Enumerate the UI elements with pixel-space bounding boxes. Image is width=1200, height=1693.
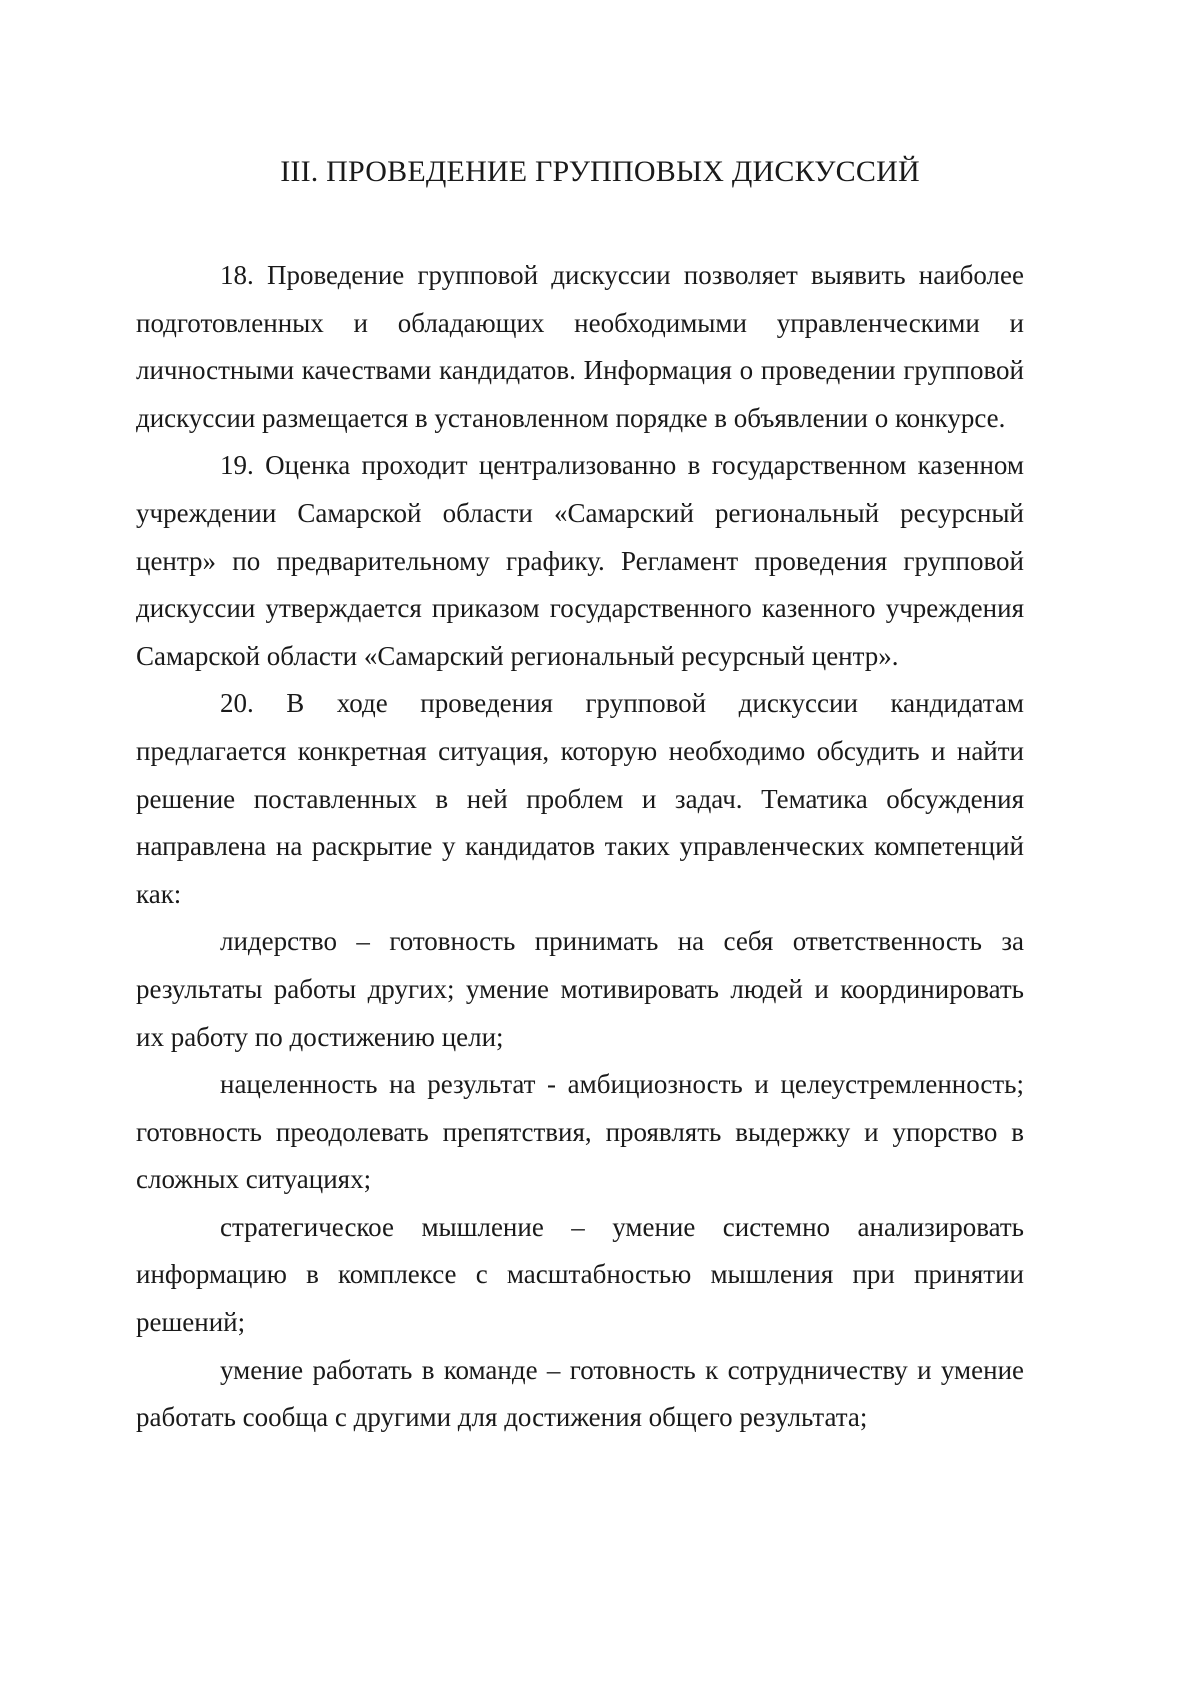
paragraph-18: 18. Проведение групповой дискуссии позволяет выявить наиболее подготовленных и обладающих необходимыми управленческими и личностными качествами кандидатов. Информация о проведении групповой дискуссии размещается в установленном порядке в объявлении о конкурсе. — [136, 260, 1024, 433]
competency-leadership: лидерство – готовность принимать на себя ответственность за результаты работы других; умение мотивировать людей и координировать их работу по достижению цели; — [136, 926, 1024, 1052]
competency-teamwork: умение работать в команде – готовность к сотрудничеству и умение работать сообща с другими для достижения общего результата; — [136, 1354, 1024, 1433]
section-body — [136, 252, 1024, 1442]
competency-strategic-thinking: стратегическое мышление – умение системно анализировать информацию в комплексе с масштабностью мышления при принятии решений; — [136, 1211, 1024, 1338]
paragraph-19: 19. Оценка проходит централизованно в государственном казенном учреждении Самарской области «Самарский региональный ресурсный центр» по предварительному графику. Регламент проведения групповой дискуссии утверждается приказом государственного казенного учреждения Самарской области «Самарский региональный ресурсный центр». — [136, 450, 1024, 671]
section-heading: III. ПРОВЕДЕНИЕ ГРУППОВЫХ ДИСКУССИЙ — [280, 155, 920, 188]
paragraph-20: 20. В ходе проведения групповой дискуссии кандидатам предлагается конкретная ситуация, которую необходимо обсудить и найти решение поставленных в ней проблем и задач. Тематика обсуждения направлена на раскрытие у кандидатов таких управленческих компетенций как: — [136, 688, 1024, 909]
competency-result-orientation: нацеленность на результат - амбициозность и целеустремленность; готовность преодолевать препятствия, проявлять выдержку и упорство в сложных ситуациях; — [136, 1069, 1024, 1195]
